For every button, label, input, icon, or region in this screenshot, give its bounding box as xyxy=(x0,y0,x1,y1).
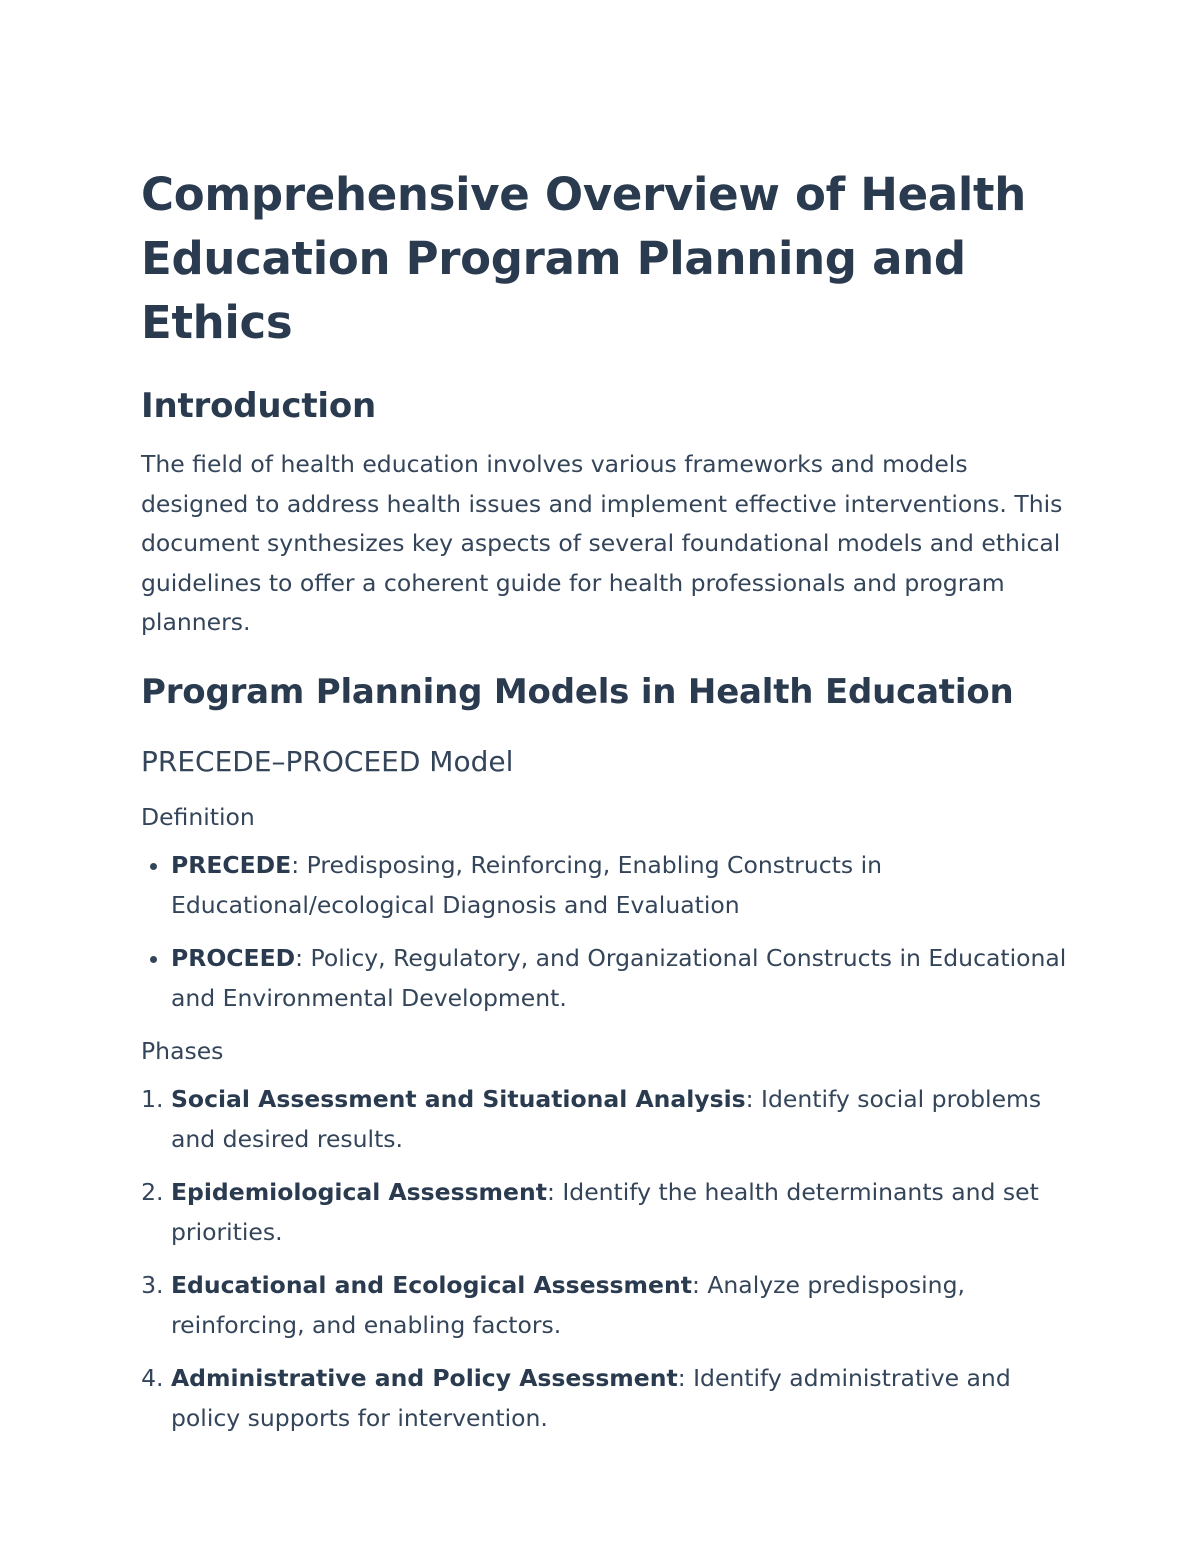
introduction-heading: Introduction xyxy=(141,386,377,426)
precede-proceed-heading: PRECEDE–PROCEED Model xyxy=(141,744,514,778)
phase-term: Educational and Ecological Assessment xyxy=(171,1270,692,1299)
introduction-paragraph: The field of health education involves various frameworks and models designed to address health issues and implement effective interventions. This document synthesizes key aspects of several foundational models and ethical guidelines to offer a coherent guide for health professionals and program planners. xyxy=(141,450,1063,637)
list-item xyxy=(171,1265,1071,1345)
list-item xyxy=(171,1358,1071,1438)
phase-text: : Identify administrative and policy supports for intervention. xyxy=(171,1363,1011,1432)
phase-text: : Identify the health determinants and set priorities. xyxy=(171,1177,1039,1246)
phase-term: Administrative and Policy Assessment xyxy=(171,1363,678,1392)
phase-term: Epidemiological Assessment xyxy=(171,1177,547,1206)
phase-term: Social Assessment and Situational Analysis xyxy=(171,1084,746,1113)
document-page xyxy=(141,163,1071,1451)
phase-text: : Identify social problems and desired results. xyxy=(171,1084,1042,1153)
phase-text: : Analyze predisposing, reinforcing, and enabling factors. xyxy=(171,1270,965,1339)
definition-text: : Policy, Regulatory, and Organizational Constructs in Educational and Environmental Development. xyxy=(171,943,1067,1012)
phases-heading: Phases xyxy=(141,1036,224,1065)
program-planning-heading: Program Planning Models in Health Education xyxy=(141,671,1014,712)
definition-text: : Predisposing, Reinforcing, Enabling Constructs in Educational/ecological Diagnosis and Evaluation xyxy=(171,850,883,919)
definition-term: PRECEDE xyxy=(171,850,292,879)
definition-heading: Definition xyxy=(141,802,255,831)
definition-term: PROCEED xyxy=(171,943,296,972)
list-item xyxy=(171,1079,1071,1159)
phases-list xyxy=(141,1079,1071,1438)
list-item xyxy=(171,845,1071,925)
document-title: Comprehensive Overview of Health Education Program Planning and Ethics xyxy=(141,168,1026,349)
definition-list xyxy=(141,845,1071,1018)
list-item xyxy=(171,938,1071,1018)
list-item xyxy=(171,1172,1071,1252)
